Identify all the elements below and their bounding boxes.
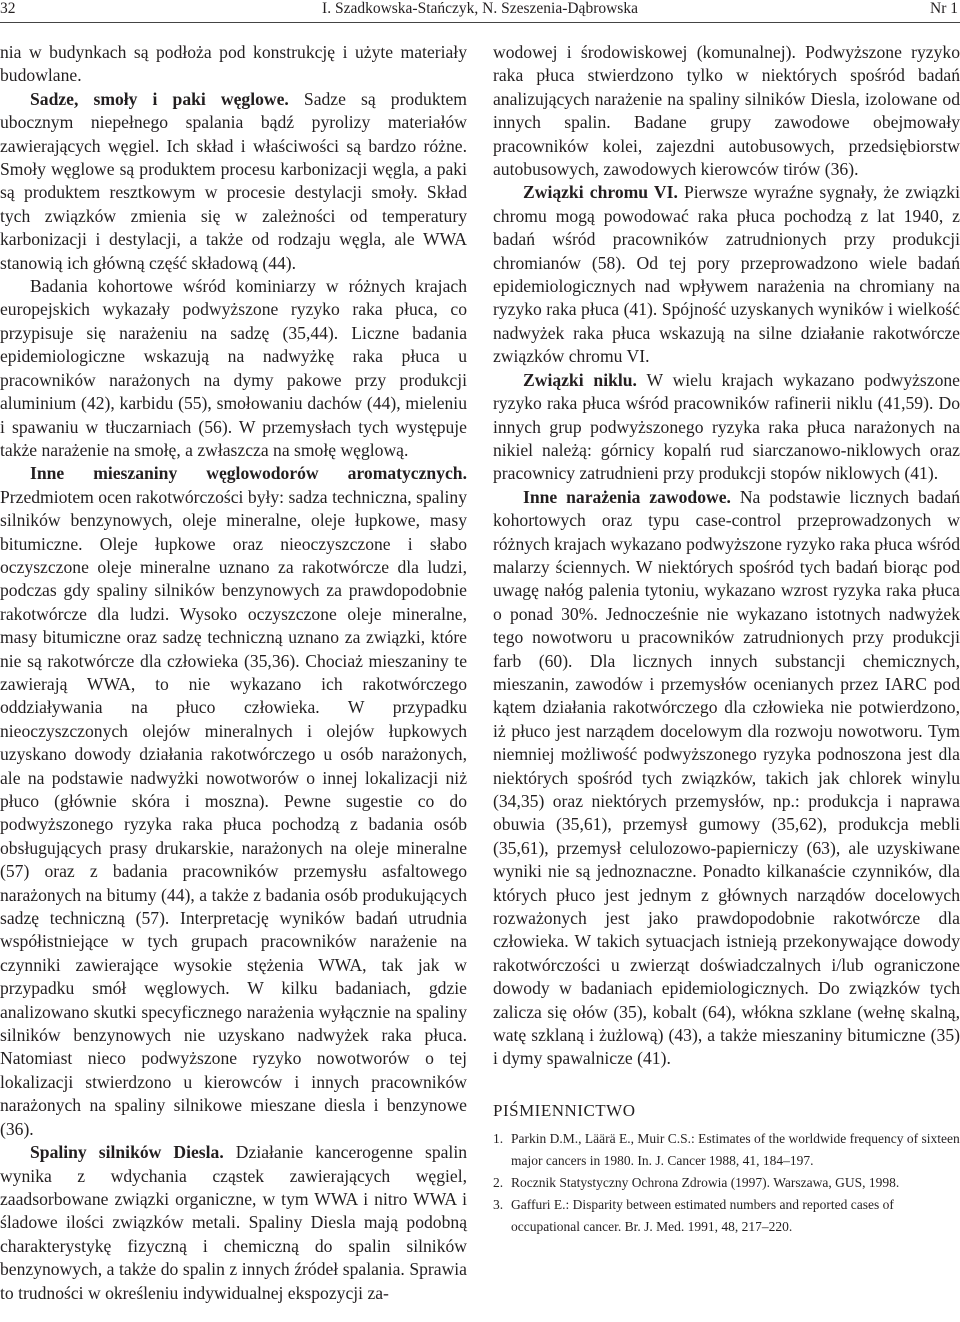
section-heading: Związki niklu.: [523, 369, 637, 390]
right-column: [493, 41, 960, 1238]
paragraph-text: Działanie kancerogenne spalin wynika z wdychania cząstek zawierających węgiel, zaadsorbowane związki organiczne, w tym WWA i nitro WWA i śladowe ilości związków metali. Spaliny Diesla mają podobną charakterystykę fizyczną i chemiczną do spalin silników benzynowych, a także do spalin z innych źródeł spalania. Sprawia to trudności w określeniu indywidualnej ekspozycji za-: [0, 1142, 468, 1303]
section-heading: Inne narażenia zawodowe.: [523, 486, 731, 507]
reference-text: Gaffuri E.: Disparity between estimated numbers and reported cases of occupational cancer. Br. J. Med. 1991, 48, 217–220.: [511, 1197, 894, 1235]
references-list: [493, 1128, 960, 1238]
paragraph-text: Na podstawie licznych badań kohortowych oraz typu case-control przeprowadzonych w różnych krajach wykazano podwyższone ryzyko raka płuca wśród malarzy ściennych. W niektórych spośród tych badań biorąc pod uwagę nałóg palenia tytoniu, wykazano wzrost ryzyka raka płuca o ponad 30%. Jednocześnie nie wykazano istotnych nadwyżek tego nowotworu u pracowników zatrudnionych przy produkcji farb (60). Dla licznych innych substancji chemicznych, mieszanin, zawodów i przemysłów ocenianych przez IARC pod kątem działania rakotwórczego dla człowieka nie potwierdzono, iż płuco jest narządem docelowym dla rozwoju nowotworu. Tym niemniej możliwość podwyższonego ryzyka podnoszona jest dla niektórych spośród tych związków, takich jak chlorek winylu (34,35) oraz niektórych przemysłów, np.: produkcja i naprawa obuwia (35,61), przemysł gumowy (35,62), produkcja mebli (35,61), przemysł celulozowo-papierniczy (63), ale uzyskiwane wyniki nie są jednoznaczne. Ponadto kilkanaście czynników, dla których płuco jest jednym z głównych narządów docelowych rozważonych jest jako prawdopodobnie rakotwórcze dla człowieka. W takich sytuacjach istnieją przekonywające dowody rakotwórczości u zwierząt doświadczalnych i/lub ograniczone dowody w badaniach epidemiologicznych. Do związków tych zalicza się ołów (35), kobalt (64), włókna szklane (wełnę skalną, watę szklaną i żużlową) (43), a także mieszaniny bitumiczne (35) i dymy spawalnicze (41).: [493, 486, 960, 1069]
paragraph-text: W wielu krajach wykazano podwyższone ryzyko raka płuca wśród pracowników rafinerii niklu (41,59). Do innych grup podwyższonego ryzyka raka płuca narażonych na nikiel należą: górnicy kopalń rud siarczanowo-niklowych oraz pracownicy zatrudnieni przy produkcji stopów niklowych (41).: [493, 369, 960, 484]
reference-text: Parkin D.M., Läärä E., Muir C.S.: Estimates of the worldwide frequency of sixteen major cancers in 1980. In. J. Cancer 1988, 41, 184–197.: [511, 1131, 960, 1169]
paragraph-text: Przedmiotem ocen rakotwórczości były: sadza techniczna, spaliny silników benzynowych, oleje mineralne, oleje łupkowe, masy bitumiczne. Oleje łupkowe oraz nieoczyszczone i słabo oczyszczone oleje mineralne uznano za rakotwórcze dla ludzi, podczas gdy spaliny silników benzynowych za prawdopodobnie rakotwórcze dla ludzi. Wysoko oczyszczone oleje mineralne, masy bitumiczne oraz sadzę techniczną uznano za związki, które nie są rakotwórcze dla człowieka (35,36). Chociaż mieszaniny te zawierają WWA, to nie wykazano ich rakotwórczego oddziaływania na płuco człowieka. W przypadku nieoczyszczonych olejów mineralnych i olejów łupkowych uzyskano dowody działania rakotwórczego u osób narażonych, ale na podstawie nadwyżki nowotworów o innej lokalizacji niż płuco (głównie skóra i moszna). Pewne sugestie co do podwyższonego ryzyka raka płuca pochodzą z badania osób obsługujących prasy drukarskie, narażonych na oleje mineralne (57) oraz z badania pracowników przemysłu asfaltowego narażonych na bitumy (44), a także z badania osób produkujących sadzę techniczną (57). Interpretację wyników badań utrudnia współistniejące w tych grupach pracowników narażenie na czynniki zawierające wysokie stężenia WWA, tak jak w przypadku smół węglowych. W kilku badaniach, gdzie analizowano skutki specyficznego narażenia wyłącznie na spaliny silników benzynowych nie uzyskano nadwyżek raka płuca. Natomiast nieco podwyższone ryzyko nowotworów o tej lokalizacji stwierdzono u kierowców i innych pracowników narażonych na spaliny silnikowe mieszane diesla i benzynowe (36).: [0, 486, 467, 1139]
reference-number: 1.: [493, 1131, 504, 1147]
paragraph: [0, 462, 467, 1141]
running-head: [0, 0, 960, 23]
section-heading: Sadze, smoły i paki węglowe.: [30, 88, 289, 109]
page-number: 32: [0, 0, 16, 17]
running-head-authors: I. Szadkowska-Stańczyk, N. Szeszenia-Dąbrowska: [322, 0, 638, 17]
paragraph: [493, 181, 960, 368]
reference-number: 2.: [493, 1175, 504, 1191]
reference-text: Rocznik Statystyczny Ochrona Zdrowia (1997). Warszawa, GUS, 1998.: [511, 1175, 900, 1191]
reference-item: [493, 1128, 960, 1172]
paragraph: Badania kohortowe wśród kominiarzy w różnych krajach europejskich wykazały podwyższone ryzyko raka płuca, co przypisuje się narażeniu na sadzę (35,44). Liczne badania epidemiologiczne wskazują na nadwyżkę raka płuca u pracowników narażonych na dymy pakowe przy produkcji aluminium (42), karbidu (55), smołowaniu dachów (44), mieleniu i spawaniu w tłuczarniach (56). W przemysłach tych występuje także narażenie na smołę, a zwłaszcza na smołę węglową.: [0, 276, 467, 460]
section-heading: Związki chromu VI.: [523, 182, 678, 203]
paragraph: nia w budynkach są podłoża pod konstrukcję i użyte materiały budowlane.: [0, 42, 467, 86]
paragraph: [493, 369, 960, 486]
left-column: [0, 41, 467, 1305]
issue-number: Nr 1: [930, 0, 958, 17]
paragraph: [0, 88, 467, 275]
reference-item: [493, 1172, 960, 1194]
reference-number: 3.: [493, 1197, 504, 1213]
reference-item: [493, 1194, 960, 1238]
section-heading: Inne mieszaniny węglowodorów aromatycznych.: [30, 463, 467, 484]
paragraph: [493, 486, 960, 1071]
paragraph-text: Sadze są produktem ubocznym niepełnego spalania bądź pyrolizy materiałów zawierających węgiel. Ich skład i właściwości są bardzo różne. Smoły węglowe są produktem procesu karbonizacji węgla, a paki są produktem resztkowym w procesie destylacji smoły. Skład tych związków zmienia się w zależności od temperatury karbonizacji i destylacji, a także od rodzaju węgla, ale WWA stanowią ich główną część składową (44).: [0, 88, 467, 273]
section-heading: Spaliny silników Diesla.: [30, 1142, 224, 1163]
paragraph: wodowej i środowiskowej (komunalnej). Podwyższone ryzyko raka płuca stwierdzono tylko w niektórych spośród badań analizujących narażenie na spaliny silników Diesla, izolowane od innych spalin. Badane grupy zawodowe obejmowały pracowników kolei, zajezdni autobusowych, przedsiębiorstw autobusowych, zawodowych kierowców tirów (36).: [493, 42, 960, 180]
paragraph: [0, 1141, 467, 1305]
references-heading: PIŚMIENNICTWO: [493, 1100, 636, 1120]
paragraph-text: Pierwsze wyraźne sygnały, że związki chromu mogą powodować raka płuca pochodzą z lat 1940, z badań wśród pracowników zatrudnionych przy produkcji chromianów (58). Od tej pory przeprowadzono wiele badań epidemiologicznych nad wpływem narażenia na chromiany na ryzyko raka płuca (41). Spójność uzyskanych wyników i wielkość nadwyżek raka płuca wskazują na silne działanie rakotwórcze związków chromu VI.: [493, 182, 960, 367]
